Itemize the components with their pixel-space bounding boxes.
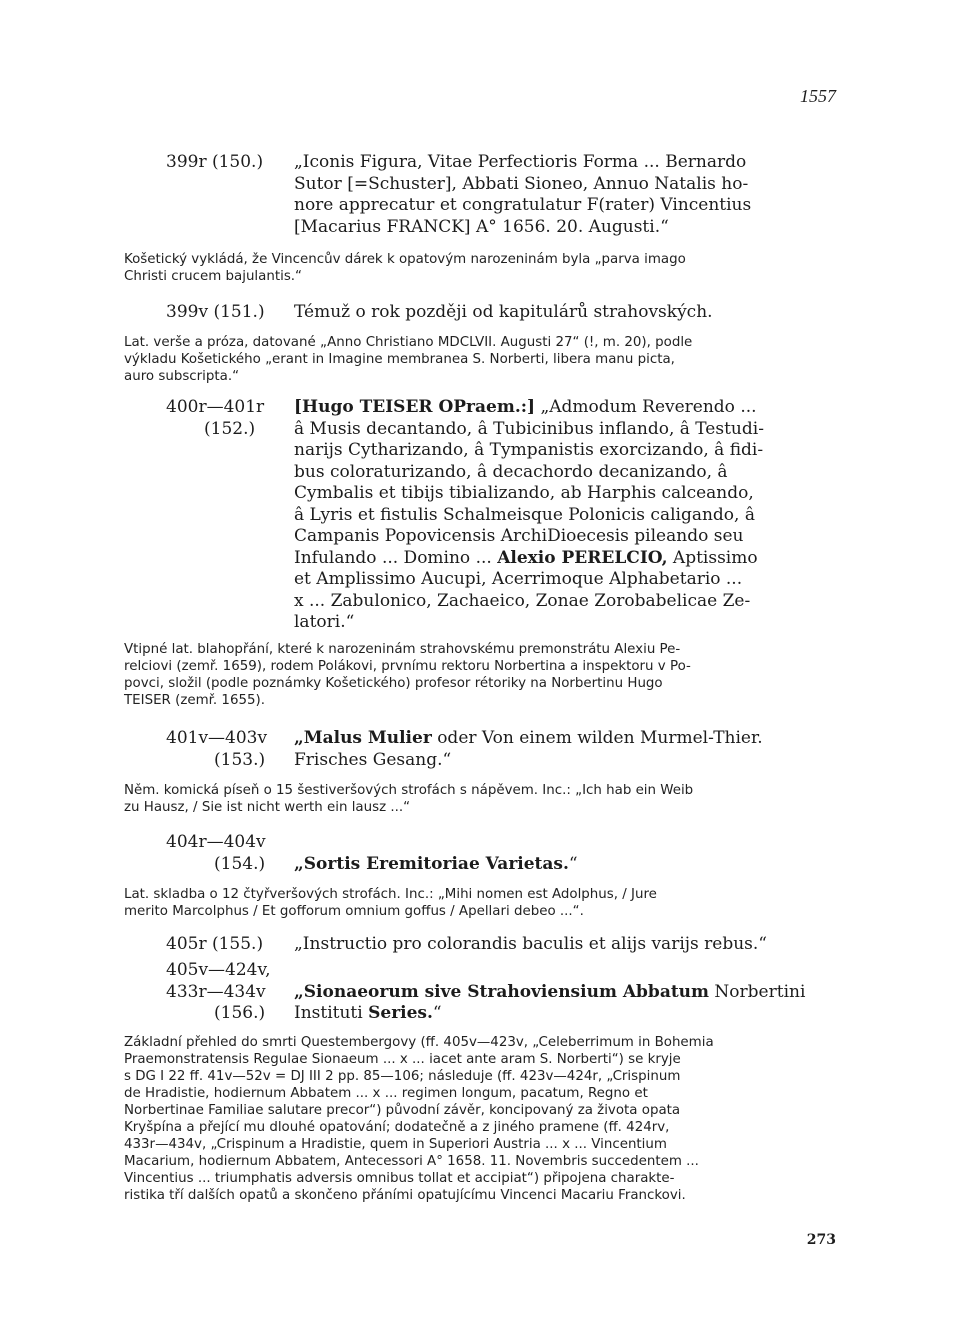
catalog-entry-154: [166, 832, 838, 875]
entry-note-150: Košetický vykládá, že Vincencův dárek k opatovým narozeninám byla „parva imago Christi crucem bajulantis.“: [124, 252, 686, 284]
entry-note-151: Lat. verše a próza, datované „Anno Christiano MDCLVII. Augusti 27“ (!, m. 20), podle výkladu Košetického „erant in Imagine membranea S. Norberti, libera manu picta, auro subscripta.“: [124, 335, 693, 384]
catalog-entry-155: [166, 934, 838, 956]
catalog-entry-156: [166, 960, 838, 1025]
folio-reference: 400r—401r (152.): [166, 397, 265, 439]
dedicatee-name: Alexio PERELCIO,: [497, 547, 668, 568]
piece-title: „Sortis Eremitoriae Varietas.: [294, 853, 569, 874]
footer-page-number: 273: [806, 1232, 836, 1248]
page-number: 1557: [800, 86, 836, 106]
entry-note-154: Lat. skladba o 12 čtyřveršových strofách. Inc.: „Mihi nomen est Adolphus, / Jure merito Marcolphus / Et gofforum omnium goffus / Apellari debeo ...“.: [124, 887, 657, 919]
catalog-entry-150: [166, 152, 838, 238]
song-title: „Malus Mulier: [294, 728, 432, 748]
entry-title: Témuž o rok později od kapitulárů strahovských.: [294, 302, 713, 322]
folio-reference: 405r (155.): [166, 934, 264, 954]
entry-note-153: Něm. komická píseň o 15 šestiveršových strofách s nápěvem. Inc.: „Ich hab ein Weib zu Hausz, / Sie ist nicht werth ein lausz ...“: [124, 783, 694, 815]
author-name: [Hugo TEISER OPraem.:]: [294, 397, 536, 417]
entry-note-156: Základní přehled do smrti Questembergovy (ff. 405v—423v, „Celeberrimum in Bohemia Praemonstratensis Regulae Sionaeum ... x ... iacet ante aram S. Norberti“) se kryje s DG I 22 ff. 41v—52v = DJ III 2 pp. 85—106; následuje (ff. 423v—424r, „Crispinum de Hradistie, hodiernum Abbatem ... x ... regimen longum, pacatum, Regno et Norbertinae Familiae salutare precor“) původní závěr, koncipovaný za života opata Kryšpína a přející mu dlouhé opatování; dodatečně a z jiného pramene (ff. 424rv, 433r—434v, „Crispinum a Hradistie, quem in Superiori Austria ... x ... Vincentium Macarium, hodiernum Abbatem, Antecessori A° 1658. 11. Novembris succedentem ... Vincentius ... triumphatis adversis omnibus tollat et accipiat“) připojena charakte- ristika tří dalších opatů a skončeno přáními opatujícímu Vincenci Macariu Franckovi.: [124, 1035, 714, 1203]
catalog-entry-153: [166, 728, 838, 771]
entry-title: [Hugo TEISER OPraem.:] „Admodum Reverendo ... â Musis decantando, â Tubicinibus inflando, â Testudi- narijs Cytharizando, â Tympanistis exorcizando, â fidi- bus coloraturizando, â decachordo decanizando, â Cymbalis et tibijs tibializando, ab Harphis calceando, â Lyris et fistulis Schalmeisque Polonicis caligando, â Campanis Popovicensis ArchiDioecesis pileando seu Infulando ... Domino ... Alexio PERELCIO, Aptissimo et Amplissimo Aucupi, Acerrimoque Alphabetario ... x ... Zabulonico, Zachaeico, Zonae Zorobabelicae Ze- latori.“: [294, 397, 764, 632]
series-title-end: Series.: [368, 1003, 433, 1023]
entry-title: „Iconis Figura, Vitae Perfectioris Forma ... Bernardo Sutor [=Schuster], Abbati Sioneo, Annuo Natalis ho- nore apprecatur et congratulatur F(rater) Vincentius [Macarius FRANCK] A° 1656. 20. Augusti.“: [294, 152, 752, 237]
folio-reference: 399v (151.): [166, 302, 265, 322]
folio-reference: 399r (150.): [166, 152, 264, 172]
folio-reference: 404r—404v (154.): [166, 832, 266, 874]
entry-note-152: Vtipné lat. blahopřání, které k narozeninám strahovskému premonstrátu Alexiu Pe- relciovi (zemř. 1659), rodem Polákovi, prvnímu rektoru Norbertina a inspektoru v Po- povci, složil (podle poznámky Košetického) profesor rétoriky na Norbertinu Hugo TEISER (zemř. 1655).: [124, 642, 691, 708]
entry-title: „Instructio pro colorandis baculis et alijs varijs rebus.“: [294, 934, 767, 954]
series-title: „Sionaeorum sive Strahoviensium Abbatum: [294, 981, 710, 1002]
entry-title: „Sionaeorum sive Strahoviensium Abbatum Norbertini Instituti Series.“: [294, 981, 806, 1023]
catalog-entry-152: [166, 397, 838, 634]
entry-title: „Sortis Eremitoriae Varietas.“: [294, 853, 578, 874]
folio-reference: 405v—424v, 433r—434v (156.): [166, 960, 271, 1023]
catalog-entry-151: [166, 302, 838, 324]
folio-reference: 401v—403v (153.): [166, 728, 268, 770]
entry-title: „Malus Mulier oder Von einem wilden Murmel-Thier. Frisches Gesang.“: [294, 728, 763, 770]
